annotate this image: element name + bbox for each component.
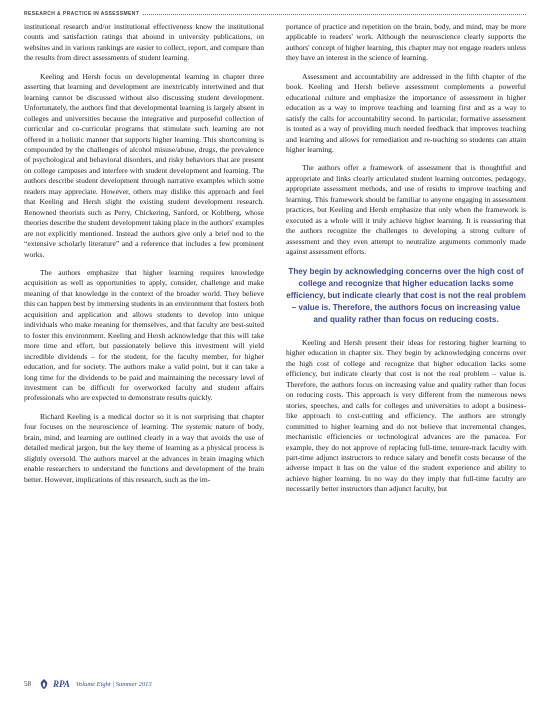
issue-label: Volume Eight | Summer 2013: [75, 680, 152, 688]
paragraph: Assessment and accountability are addressed in the fifth chapter of the book. Keeling and Hersh believe assessment complements a powerful educational culture and emphasize the importance of assessment in higher education as a way to improve teaching and learning first and as a way to satisfy the calls for accountability second. In particular, formative assessment is touted as a way of providing much needed feedback that improves teaching and learning and allows for remediation and re-teaching so students can attain higher learning.: [286, 71, 526, 154]
rpa-logo: [37, 678, 70, 690]
logo-text: RPA: [53, 679, 70, 689]
paragraph: Keeling and Hersh present their ideas for restoring higher learning to higher education in chapter six. They begin by acknowledging concerns over the high cost of college and recognize that higher education lacks some efficiency, but indicate clearly that cost is not the real problem – value is. Therefore, the authors focus on increasing value and quality rather than focus on reducing costs. This approach is very different from the numerous news stories, speeches, and calls for colleges and universities to adopt a business-like approach to cost-cutting and efficiency. The authors are strongly committed to higher learning and do not believe that incremental changes, mechanistic efficiencies or technological advances are the panacea. For example, they do not approve of replacing full-time, tenure-track faculty with part-time adjunct instructors to reduce salary and benefit costs because of the adverse impact it has on the value of the student experience and ability to achieve higher learning. In no way do they imply that full-time faculty are necessarily better instructors than adjunct faculty, but: [286, 337, 526, 494]
paragraph: The authors emphasize that higher learning requires knowledge acquisition as well as opportunities to apply, consider, challenge and make meaning of that knowledge in the context of the broader world. They believe this can happen best by immersing students in an environment that fosters both acquisition and application and allows students to develop into unique individuals who make meaning for themselves, and that faculty are best-suited to foster this environment. Keeling and Hersh acknowledge that this will take more time and effort, but passionately believe this investment will yield incredible dividends – for the student, for the faculty member, for higher education, and for society. The authors make a valid point, but it can take a long time for the dividends to be paid and maintaining the necessary level of investment can be difficult for overworked faculty and student affairs professionals who are expected to demonstrate results quickly.: [24, 267, 264, 403]
right-column: [286, 22, 526, 503]
paragraph: portance of practice and repetition on the brain, body, and mind, may be more applicable to readers' work. Although the neuroscience clearly supports the authors' concept of higher learning, this chapter may not engage readers unless they have an interest in the science of learning.: [286, 22, 526, 63]
pull-quote: They begin by acknowledging concerns over the high cost of college and recognize that higher education lacks some efficiency, but indicate clearly that cost is not the real problem – value is. Therefore, the authors focus on increasing value and quality rather than focus on reducing costs.: [286, 266, 526, 324]
paragraph: Richard Keeling is a medical doctor so it is not surprising that chapter four focuses on the neuroscience of learning. The systemic nature of body, brain, mind, and learning are outlined clearly in a way that avoids the use of detailed medical jargon, but the key theme of learning as a physical process is slightly oversold. The authors marvel at the advances in brain imaging which enable researchers to understand the functions and development of the brain better. However, implications of this research, such as the im-: [24, 411, 264, 484]
page-number: 58: [24, 680, 31, 688]
page-footer: [24, 678, 152, 690]
paragraph: institutional research and/or institutional effectiveness know the institutional counts and satisfaction ratings that abound in university publications, on websites and in various rankings are easier to collect, report, and compare than the results from direct assessments of student learning.: [24, 22, 264, 63]
paragraph: Keeling and Hersh focus on developmental learning in chapter three asserting that learning and development are inextricably intertwined and that learning cannot be discussed without also discussing student development. Unfortunately, the authors find that developmental learning is largely absent in colleges and universities because the integrative and purposeful collection of curricular and co-curricular programs that stimulate such learning are not offered in a holistic manner that supports higher learning. This shortcoming is compounded by the challenges of alcohol misuse/abuse, drugs, the prevalence of psychological and behavioral disorders, and risky behaviors that are present on college campuses and interfere with student development and learning. The authors describe student development through narrative examples which some readers may appreciate. However, others may dislike this approach and feel that Keeling and Hersh slight the existing student development research. Renowned theorists such as Perry, Chickering, Sanford, or Kohlberg, whose theories describe the student development taking place in the authors' examples are not explicitly mentioned. Instead the authors give only a brief nod to the “extensive scholarly literature” and a reference that includes a few prominent works.: [24, 71, 264, 259]
paragraph: The authors offer a framework of assessment that is thoughtful and appropriate and links clearly articulated student learning outcomes, pedagogy, appropriate assessment methods, and use of results to improve teaching and learning. This framework should be familiar to anyone engaging in assessment practices, but Keeling and Hersh emphasize that only when the framework is executed as a whole will it truly achieve higher learning. It is reassuring that the authors recognize the challenges to developing a strong culture of assessment and they even attempt to neutralize arguments commonly made against assessment efforts.: [286, 163, 526, 257]
running-head: [24, 11, 526, 17]
running-head-title: RESEARCH & PRACTICE IN ASSESSMENT: [24, 11, 140, 17]
flame-icon: [37, 678, 51, 690]
left-column: [24, 22, 264, 493]
running-head-rule: [143, 14, 526, 15]
